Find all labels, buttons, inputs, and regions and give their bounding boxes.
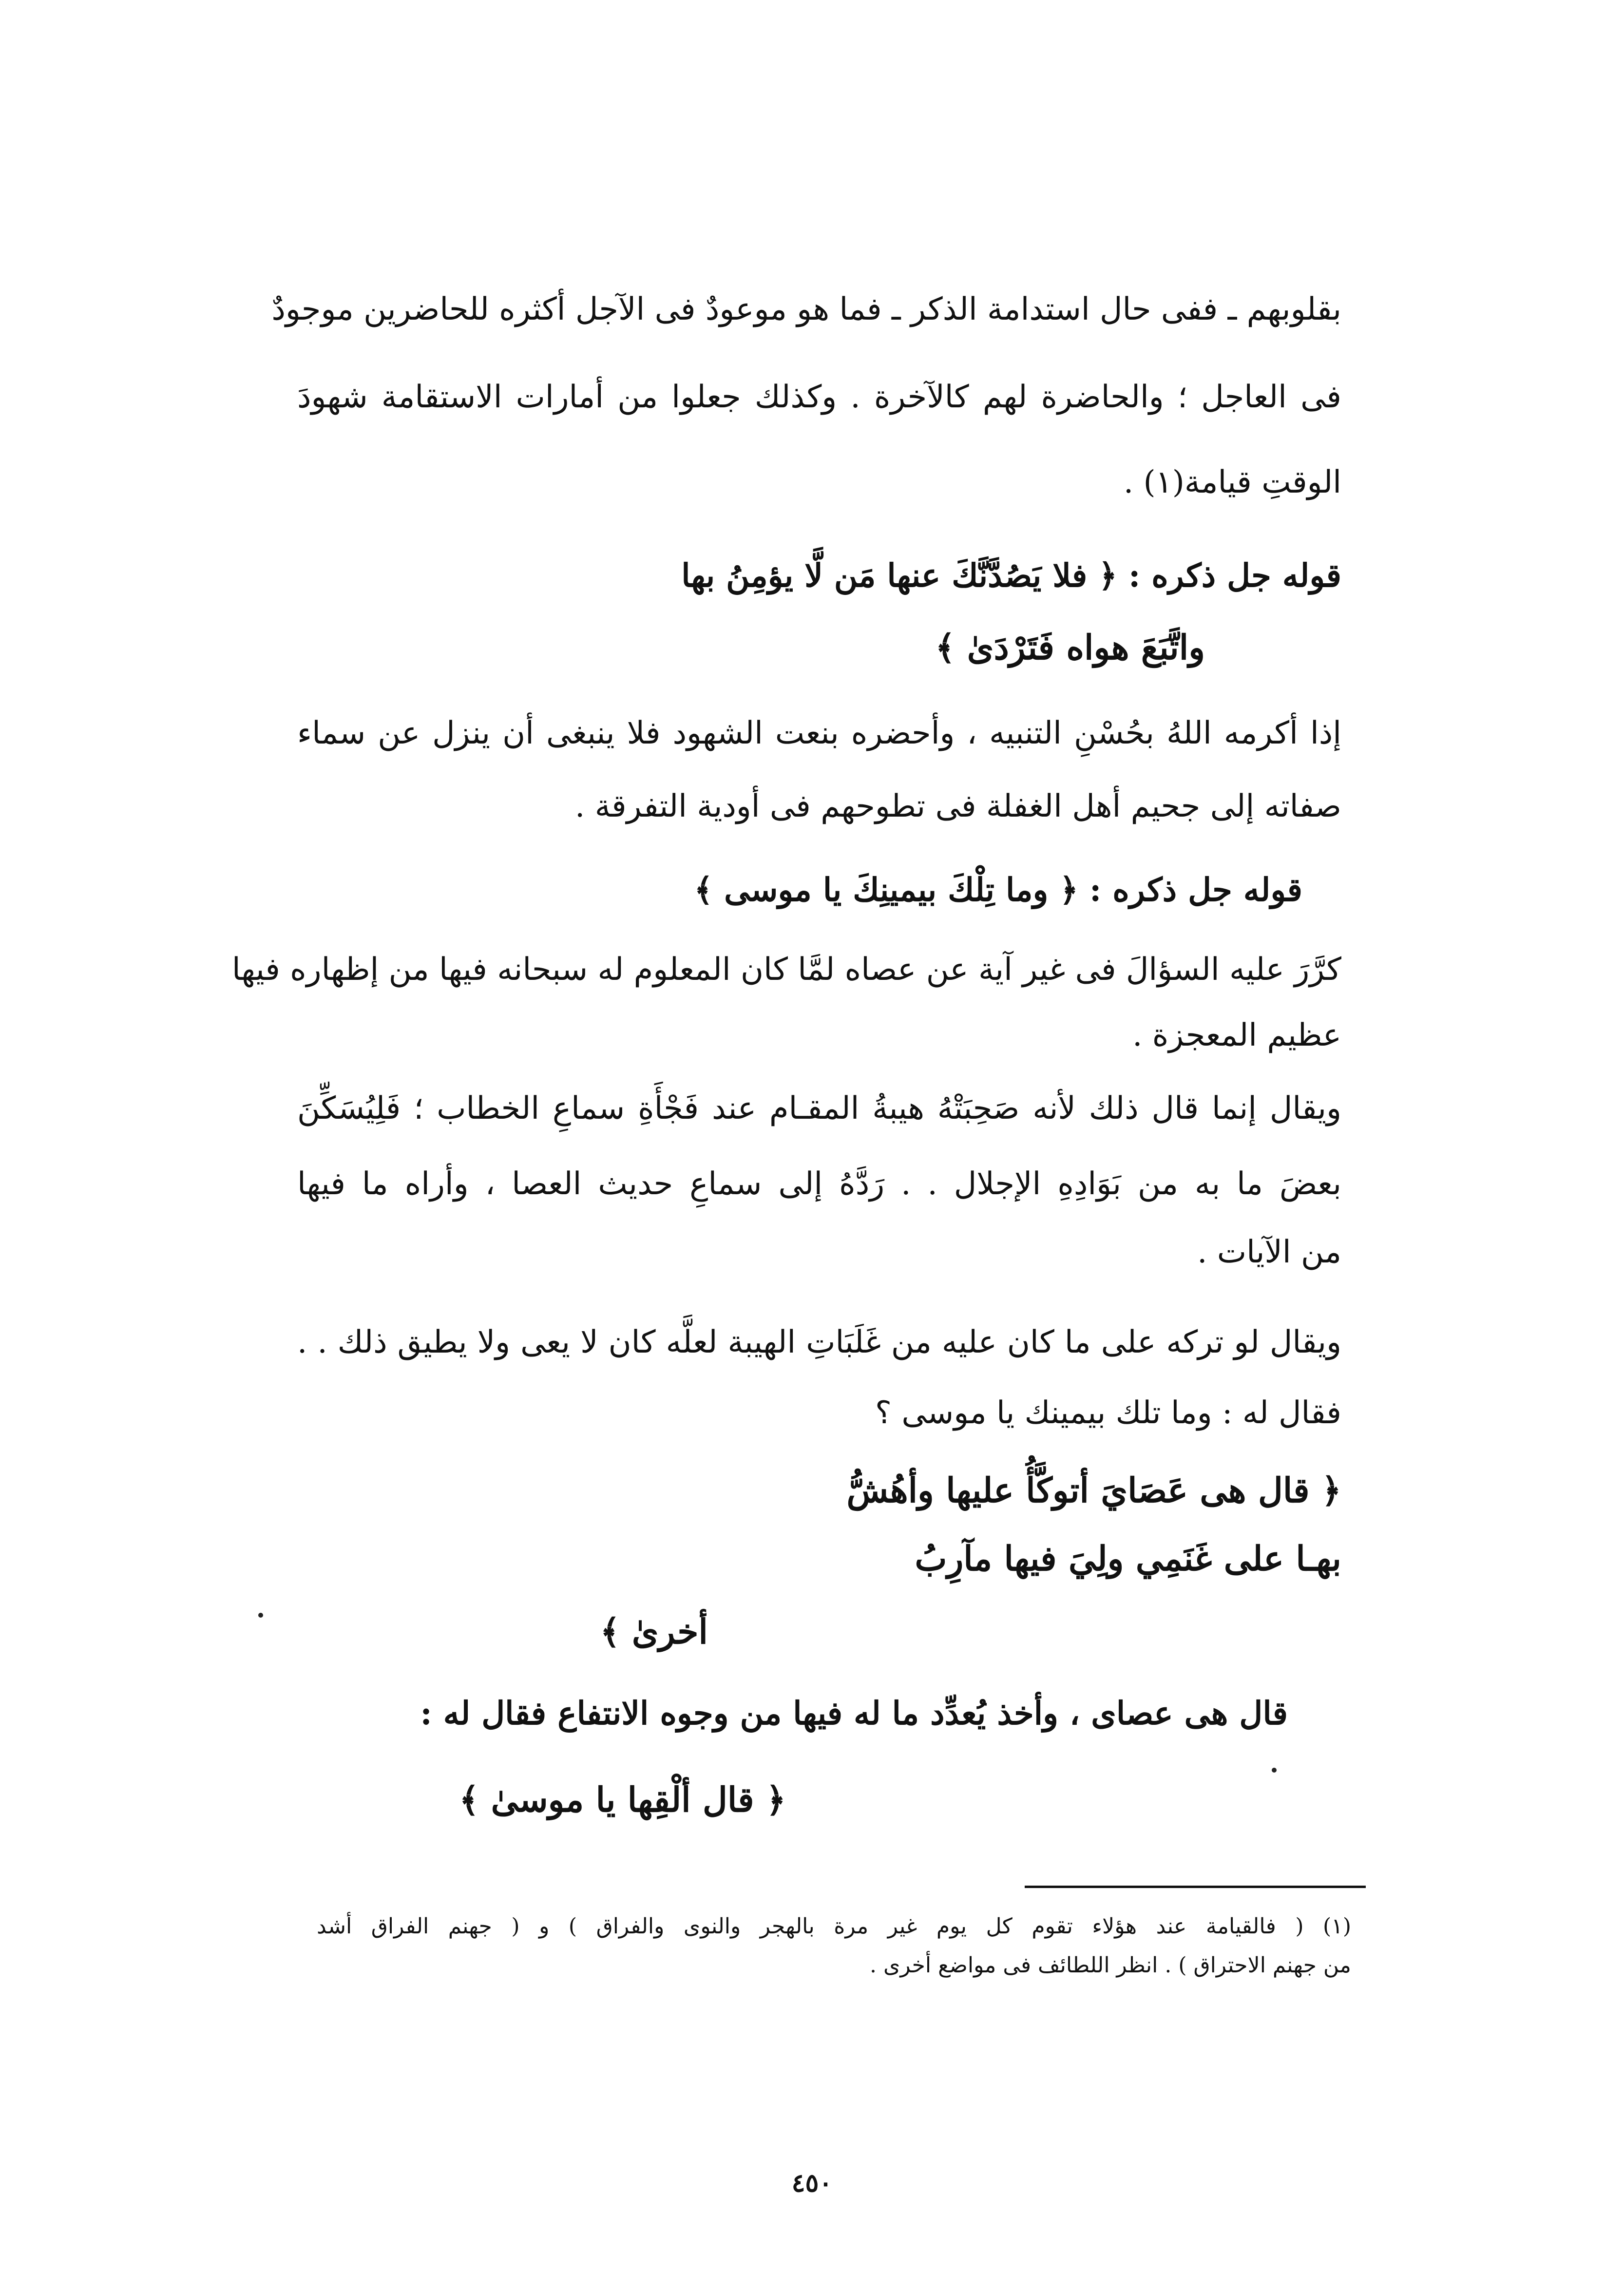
text-line-8: ويقال إنما قال ذلك لأنه صَحِبَتْهُ هيبةُ المقـام عند فَجْأَةِ سماعِ الخطاب ؛ فَلِيُسَكِّنَ [297,1090,1341,1126]
footnote-line-1: (١) ( فالقيامة عند هؤلاء تقوم كل يوم غير مرة بالهجر والنوى والفراق ) و ( جهنم الفراق أشد [317,1914,1351,1939]
verse-quote-line-3: أخرىٰ ﴾ [600,1611,708,1652]
verse-continuation-1: واتَّبَعَ هواه فَتَرْدَىٰ ﴾ [935,627,1205,668]
verse-quote-line-2: بهـا على غَنَمِي ولِيَ فيها مآرِبُ [915,1538,1341,1579]
footnote-line-2: من جهنم الاحتراق ) . انظر اللطائف فى مواضع أخرى . [869,1953,1351,1978]
text-line-7: عظيم المعجزة . [1132,1017,1341,1053]
text-line-9: بعضَ ما به من بَوَادِهِ الإجلال . . رَدَّهُ إلى سماعِ حديث العصا ، وأراه ما فيها [297,1166,1341,1202]
text-line-5: صفاته إلى جحيم أهل الغفلة فى تطوحهم فى أودية التفرقة . [575,788,1341,824]
verse-heading-1: قوله جل ذكره : ﴿ فلا يَصُدَّنَّكَ عنها مَن لَّا يؤمِنُ بها [681,556,1341,594]
verse-heading-2: قوله جل ذكره : ﴿ وما تِلْكَ بيمينِكَ يا موسى ﴾ [694,871,1302,909]
text-line-6: كرَّرَ عليه السؤالَ فى غير آية عن عصاه لمَّا كان المعلوم له سبحانه فيها من إظهاره فيها [231,952,1341,988]
text-line-1: بقلوبهم ـ ففى حال استدامة الذكر ـ فما هو موعودٌ فى الآجل أكثره للحاضرين موجودٌ [271,291,1341,327]
scan-speck [1272,1768,1277,1773]
text-line-10: من الآيات . [1197,1234,1341,1270]
text-line-3: الوقتِ قيامة(١) . [1123,464,1341,500]
text-line-4: إذا أكرمه اللهُ بحُسْنِ التنبيه ، وأحضره بنعت الشهود فلا ينبغى أن ينزل عن سماء [297,715,1342,751]
verse-quote-line-4: ﴿ قال ألْقِها يا موسىٰ ﴾ [459,1779,786,1820]
page-number: ٤٥٠ [791,2168,833,2198]
footnote-separator [1025,1886,1366,1888]
text-line-12: فقال له : وما تلك بيمينك يا موسى ؟ [875,1395,1341,1431]
text-line-2: فى العاجل ؛ والحاضرة لهم كالآخرة . وكذلك جعلوا من أمارات الاستقامة شهودَ [297,379,1341,415]
text-line-13: قال هى عصاى ، وأخذ يُعدِّد ما له فيها من وجوه الانتفاع فقال له : [420,1694,1288,1732]
verse-quote-line-1: ﴿ قال هى عَصَايَ أتوكَّأُ عليها وأهُشُّ [846,1470,1341,1510]
scan-speck [258,1613,263,1618]
text-line-11: ويقال لو تركه على ما كان عليه من غَلَبَاتِ الهيبة لعلَّه كان لا يعى ولا يطيق ذلك . . [297,1324,1341,1360]
